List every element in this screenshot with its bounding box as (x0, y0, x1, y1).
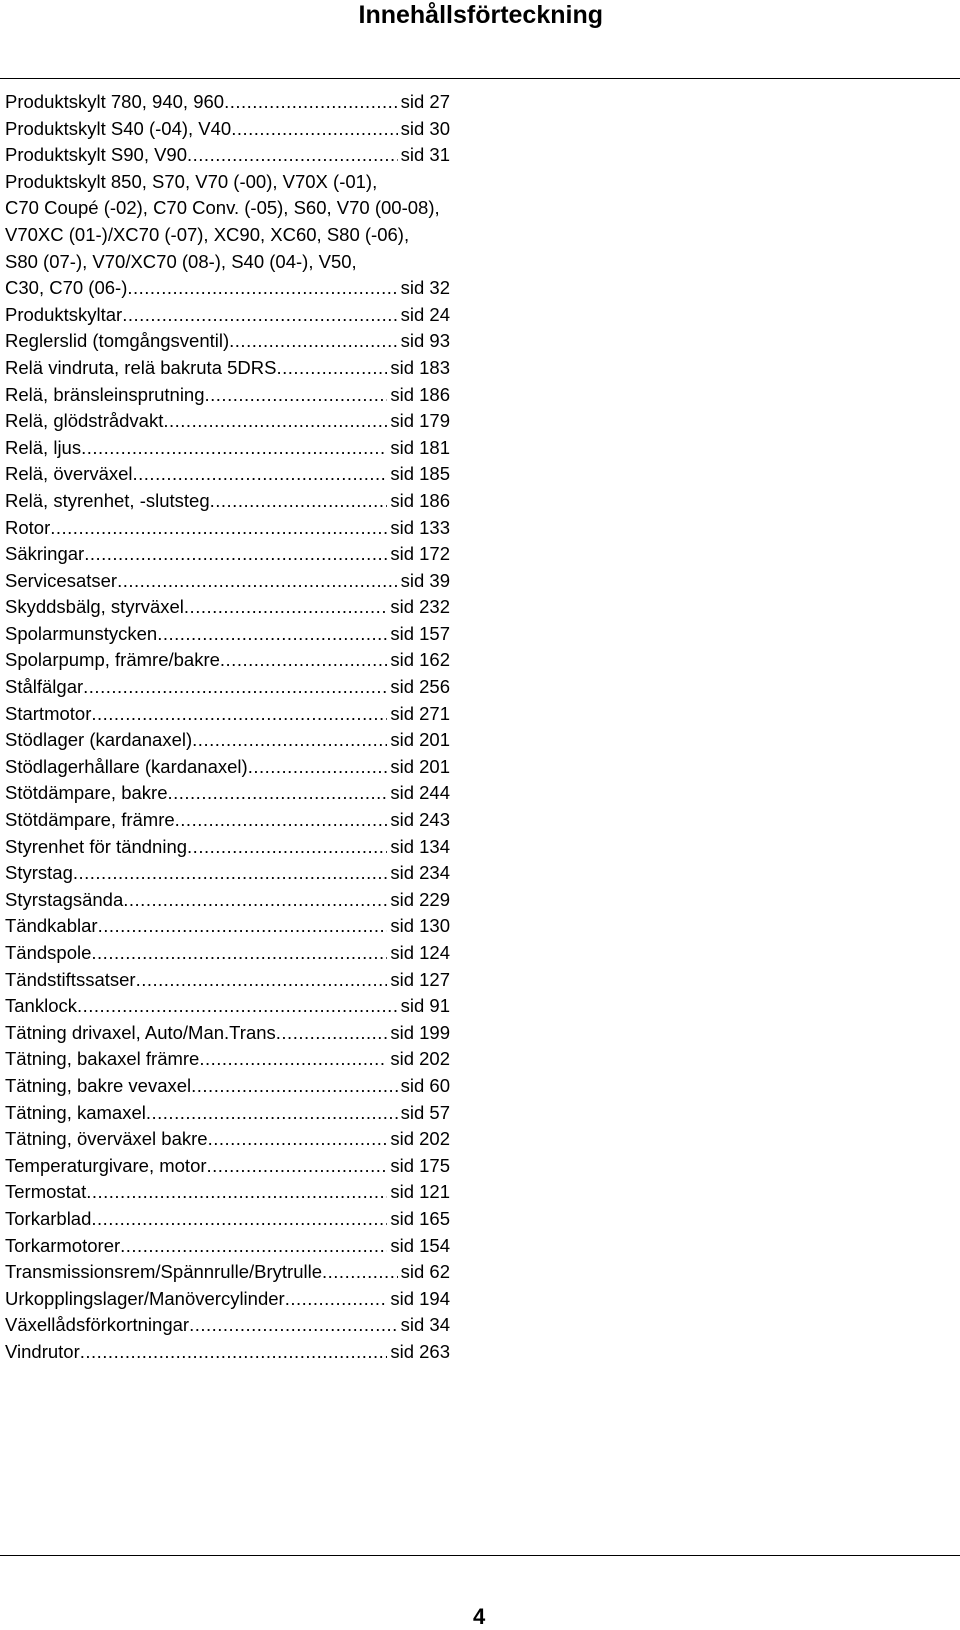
toc-entry[interactable] (5, 940, 450, 967)
toc-entry[interactable] (5, 1073, 450, 1100)
leader-dots (322, 1259, 398, 1286)
toc-entry-page: sid 185 (390, 463, 450, 485)
leader-dots (184, 594, 387, 621)
leader-dots (163, 408, 387, 435)
toc-entry-page: sid 127 (390, 968, 450, 990)
toc-entry-page: sid 91 (400, 995, 450, 1017)
leader-dots (86, 1179, 387, 1206)
toc-entry[interactable] (5, 834, 450, 861)
toc-entry-page: sid 183 (390, 356, 450, 378)
leader-dots (157, 621, 387, 648)
toc-entry-page: sid 32 (400, 277, 450, 299)
toc-entry-label: Spolarpump, främre/bakre (5, 649, 220, 671)
toc-entry-page: sid 202 (390, 1128, 450, 1150)
toc-entry-label: Produktskyltar (5, 303, 123, 325)
leader-dots (229, 328, 397, 355)
toc-entry-multiline[interactable] (5, 222, 450, 249)
toc-entry-multiline[interactable] (5, 195, 450, 222)
toc-entry-page: sid 202 (390, 1048, 450, 1070)
toc-entry[interactable] (5, 1339, 450, 1366)
leader-dots (231, 116, 397, 143)
toc-entry[interactable] (5, 1312, 450, 1339)
leader-dots (84, 541, 387, 568)
toc-entry-label: Tätning, överväxel bakre (5, 1128, 208, 1150)
toc-entry-label: Rotor (5, 516, 51, 538)
leader-dots (91, 701, 387, 728)
toc-entry-label: Tätning, kamaxel (5, 1101, 146, 1123)
toc-entry-label: Tätning, bakaxel främre (5, 1048, 200, 1070)
toc-entry-page: sid 133 (390, 516, 450, 538)
table-of-contents (5, 89, 450, 1366)
toc-entry[interactable] (5, 1179, 450, 1206)
toc-entry-label: Skyddsbälg, styrväxel (5, 596, 184, 618)
toc-entry[interactable] (5, 461, 450, 488)
toc-entry-label: Transmissionsrem/Spännrulle/Brytrulle (5, 1261, 323, 1283)
toc-entry-multiline[interactable] (5, 169, 450, 196)
toc-entry-page: sid 30 (400, 117, 450, 139)
toc-entry[interactable] (5, 594, 450, 621)
toc-entry-label: Tändkablar (5, 915, 98, 937)
leader-dots (91, 940, 387, 967)
toc-entry[interactable] (5, 754, 450, 781)
toc-entry[interactable] (5, 1259, 450, 1286)
toc-entry-label: Produktskylt S90, V90 (5, 144, 188, 166)
toc-entry-page: sid 186 (390, 489, 450, 511)
leader-dots (210, 488, 388, 515)
toc-entry-label-line: S80 (07-), V70/XC70 (08-), S40 (04-), V50, (5, 250, 357, 272)
leader-dots (175, 807, 388, 834)
leader-dots (123, 887, 387, 914)
leader-dots (98, 913, 388, 940)
toc-entry[interactable] (5, 275, 450, 302)
toc-entry-page: sid 199 (390, 1021, 450, 1043)
toc-entry-page: sid 124 (390, 942, 450, 963)
leader-dots (285, 1286, 388, 1313)
toc-entry-page: sid 34 (400, 1314, 450, 1336)
toc-entry[interactable] (5, 807, 450, 834)
leader-dots (187, 142, 398, 169)
toc-entry-label: Termostat (5, 1181, 87, 1203)
toc-entry[interactable] (5, 967, 450, 994)
page-title: Innehållsförteckning (358, 1, 603, 29)
toc-entry-label: Tätning drivaxel, Auto/Man.Trans (5, 1021, 276, 1043)
toc-entry-label: Styrstag (5, 862, 73, 884)
toc-entry-multiline[interactable] (5, 249, 450, 276)
toc-entry-label: Stödlager (kardanaxel) (5, 729, 193, 751)
toc-entry[interactable] (5, 1020, 450, 1047)
toc-entry-label: Produktskylt S40 (-04), V40 (5, 117, 232, 139)
toc-entry[interactable] (5, 408, 450, 435)
toc-entry-label: Tändstiftssatser (5, 968, 136, 990)
toc-entry-page: sid 60 (400, 1074, 450, 1096)
toc-entry[interactable] (5, 1100, 450, 1127)
toc-entry-page: sid 165 (390, 1207, 450, 1229)
toc-entry-page: sid 229 (390, 888, 450, 910)
leader-dots (81, 435, 387, 462)
leader-dots (207, 1153, 388, 1180)
toc-entry[interactable] (5, 860, 450, 887)
leader-dots (248, 754, 388, 781)
leader-dots (199, 1046, 387, 1073)
toc-entry[interactable] (5, 727, 450, 754)
leader-dots (191, 1073, 397, 1100)
toc-entry-page: sid 263 (390, 1340, 450, 1362)
leader-dots (220, 647, 387, 674)
toc-entry-page: sid 93 (400, 330, 450, 352)
toc-entry[interactable] (5, 355, 450, 382)
leader-dots (189, 1312, 398, 1339)
toc-entry-label: Tanklock (5, 995, 77, 1017)
toc-entry-page: sid 244 (390, 782, 450, 804)
toc-entry-page: sid 186 (390, 383, 450, 405)
page-number: 4 (473, 1604, 486, 1629)
toc-entry[interactable] (5, 780, 450, 807)
toc-entry[interactable] (5, 993, 450, 1020)
toc-entry[interactable] (5, 1153, 450, 1180)
leader-dots (120, 1233, 387, 1260)
toc-entry-page: sid 243 (390, 809, 450, 831)
toc-entry-page: sid 121 (390, 1181, 450, 1203)
toc-entry-page: sid 271 (390, 702, 450, 724)
toc-entry[interactable] (5, 515, 450, 542)
toc-entry-label: Spolarmunstycken (5, 622, 158, 644)
toc-entry-page: sid 179 (390, 410, 450, 432)
toc-entry[interactable] (5, 541, 450, 568)
toc-entry[interactable] (5, 1126, 450, 1153)
toc-entry[interactable] (5, 887, 450, 914)
toc-entry-page: sid 201 (390, 755, 450, 777)
toc-entry-label: Relä, ljus (5, 436, 82, 458)
toc-entry-label: Stötdämpare, främre (5, 809, 175, 831)
toc-entry-label: Relä, glödstrådvakt (5, 410, 164, 432)
leader-dots (127, 275, 397, 302)
toc-entry-page: sid 175 (390, 1154, 450, 1176)
toc-entry[interactable] (5, 1206, 450, 1233)
toc-entry-page: sid 256 (390, 676, 450, 698)
toc-entry-label: Torkarblad (5, 1207, 92, 1229)
leader-dots (122, 302, 397, 329)
leader-dots (136, 967, 388, 994)
toc-entry-page: sid 234 (390, 862, 450, 884)
toc-entry-label: Säkringar (5, 543, 85, 565)
header-divider (0, 78, 960, 79)
toc-entry-label: Relä, styrenhet, -slutsteg (5, 489, 210, 511)
leader-dots (133, 461, 388, 488)
toc-entry-page: sid 134 (390, 835, 450, 857)
toc-entry-page: sid 172 (390, 543, 450, 565)
toc-entry-page: sid 194 (390, 1287, 450, 1309)
leader-dots (205, 382, 388, 409)
toc-entry-label: Relä, överväxel (5, 463, 133, 485)
toc-entry-label: Relä vindruta, relä bakruta 5DRS (5, 356, 277, 378)
leader-dots (73, 860, 387, 887)
toc-entry-label: Stötdämpare, bakre (5, 782, 168, 804)
leader-dots (77, 993, 398, 1020)
leader-dots (276, 355, 387, 382)
toc-entry-page: sid 130 (390, 915, 450, 937)
leader-dots (192, 727, 387, 754)
leader-dots (208, 1126, 388, 1153)
toc-entry[interactable] (5, 621, 450, 648)
toc-entry[interactable] (5, 435, 450, 462)
toc-entry[interactable] (5, 302, 450, 329)
toc-entry-label: Servicesatser (5, 569, 118, 591)
leader-dots (167, 780, 387, 807)
toc-entry-label: C30, C70 (06-) (5, 277, 128, 299)
toc-entry[interactable] (5, 1286, 450, 1313)
toc-entry[interactable] (5, 116, 450, 143)
toc-entry-label-line: V70XC (01-)/XC70 (-07), XC90, XC60, S80 (-06), (5, 223, 410, 245)
toc-entry[interactable] (5, 913, 450, 940)
toc-entry[interactable] (5, 328, 450, 355)
toc-entry-label: Stålfälgar (5, 676, 84, 698)
toc-entry-label-line: C70 Coupé (-02), C70 Conv. (-05), S60, V70 (00-08), (5, 197, 440, 219)
footer-divider (0, 1555, 960, 1556)
toc-entry-page: sid 62 (400, 1261, 450, 1283)
toc-entry-page: sid 162 (390, 649, 450, 671)
toc-entry-page: sid 39 (400, 569, 450, 591)
toc-entry[interactable] (5, 488, 450, 515)
toc-entry[interactable] (5, 382, 450, 409)
toc-entry-label: Urkopplingslager/Manövercylinder (5, 1287, 285, 1309)
leader-dots (83, 674, 387, 701)
leader-dots (91, 1206, 387, 1233)
toc-entry-label: Stödlagerhållare (kardanaxel) (5, 755, 248, 777)
toc-entry[interactable] (5, 647, 450, 674)
toc-entry[interactable] (5, 142, 450, 169)
toc-entry-page: sid 27 (400, 91, 450, 112)
toc-entry-label: Tätning, bakre vevaxel (5, 1074, 192, 1096)
toc-entry-label: Vindrutor (5, 1340, 80, 1362)
toc-entry-page: sid 201 (390, 729, 450, 751)
toc-entry[interactable] (5, 568, 450, 595)
leader-dots (117, 568, 398, 595)
toc-entry[interactable] (5, 701, 450, 728)
toc-entry[interactable] (5, 89, 450, 116)
toc-entry-page: sid 157 (390, 622, 450, 644)
leader-dots (80, 1339, 388, 1366)
toc-entry[interactable] (5, 1233, 450, 1260)
toc-entry-label: Tändspole (5, 942, 92, 963)
leader-dots (50, 515, 387, 542)
toc-entry-label: Produktskylt 780, 940, 960 (5, 91, 225, 112)
toc-entry-label: Torkarmotorer (5, 1234, 121, 1256)
toc-entry-page: sid 154 (390, 1234, 450, 1256)
toc-entry-label-line: Produktskylt 850, S70, V70 (-00), V70X (-01), (5, 170, 378, 192)
toc-entry-page: sid 31 (400, 144, 450, 166)
toc-entry-label: Relä, bränsleinsprutning (5, 383, 205, 405)
toc-entry-label: Temperaturgivare, motor (5, 1154, 207, 1176)
toc-entry-page: sid 232 (390, 596, 450, 618)
toc-entry-page: sid 24 (400, 303, 450, 325)
toc-entry[interactable] (5, 1046, 450, 1073)
toc-entry-label: Startmotor (5, 702, 92, 724)
leader-dots (276, 1020, 388, 1047)
toc-entry-page: sid 57 (400, 1101, 450, 1123)
toc-entry-label: Styrstagsända (5, 888, 124, 910)
leader-dots (224, 89, 398, 116)
toc-entry-page: sid 181 (390, 436, 450, 458)
toc-entry[interactable] (5, 674, 450, 701)
toc-entry-label: Reglerslid (tomgångsventil) (5, 330, 230, 352)
toc-entry-label: Styrenhet för tändning (5, 835, 188, 857)
toc-entry-label: Växellådsförkortningar (5, 1314, 190, 1336)
leader-dots (187, 834, 387, 861)
leader-dots (146, 1100, 398, 1127)
